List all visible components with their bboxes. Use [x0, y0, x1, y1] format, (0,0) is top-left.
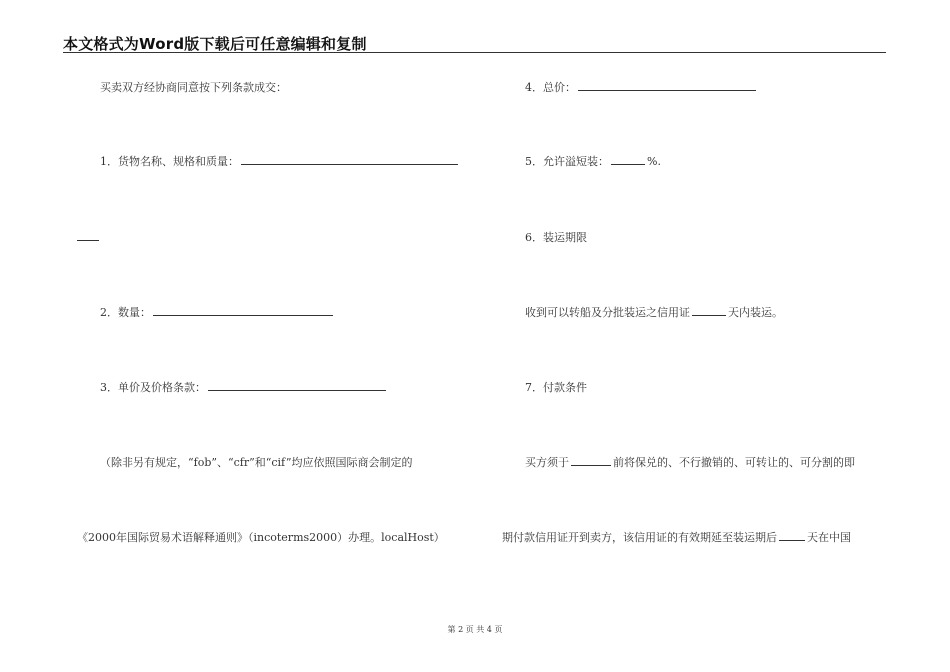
- header-divider: [63, 52, 886, 53]
- item-3: [100, 379, 388, 395]
- item-7: 7．付款条件: [525, 381, 587, 394]
- payment-line-1-start: 买方须于: [525, 456, 569, 469]
- item-5-label: 5．允许溢短装：: [525, 155, 609, 168]
- payment-line-1-end: 前将保兑的、不行撤销的、可转让的、可分割的即: [613, 456, 855, 469]
- payment-line-2-end: 天在中国: [807, 531, 851, 544]
- intro-text: 买卖双方经协商同意按下列条款成交：: [100, 81, 287, 94]
- item-5-blank: [611, 163, 645, 165]
- item-2: [100, 304, 335, 320]
- validity-days-blank: [779, 539, 805, 541]
- item-4-blank: [578, 89, 756, 91]
- payment-date-blank: [571, 464, 611, 466]
- shipment-clause: [525, 304, 783, 320]
- paren-note-line-1: （除非另有规定，“fob”、“cfr”和“cif”均应依照国际商会制定的: [100, 456, 413, 469]
- payment-line-2-start: 期付款信用证开到卖方，该信用证的有效期延至装运期后: [502, 531, 777, 544]
- shipment-days-blank: [692, 314, 726, 316]
- item-1-label: 1．货物名称、规格和质量：: [100, 155, 239, 168]
- item-1-blank: [241, 163, 458, 165]
- shipment-clause-end: 天内装运。: [728, 306, 783, 319]
- payment-line-1: [525, 454, 855, 470]
- item-5: [525, 153, 661, 169]
- item-1-continuation-blank: [77, 239, 99, 241]
- payment-line-2: [502, 529, 851, 545]
- page-header-title: 本文格式为Word版下载后可任意编辑和复制: [63, 35, 367, 53]
- item-5-percent: %.: [647, 155, 661, 168]
- item-3-blank: [208, 389, 386, 391]
- item-6: 6．装运期限: [525, 231, 587, 244]
- paren-note-line-2: 《2000年国际贸易术语解释通则》（incoterms2000）办理。localHost）: [77, 531, 445, 544]
- shipment-clause-start: 收到可以转船及分批装运之信用证: [525, 306, 690, 319]
- page-number-footer: 第 2 页 共 4 页: [447, 625, 503, 634]
- item-1: [100, 153, 460, 169]
- item-4: [525, 79, 758, 95]
- item-4-label: 4．总价：: [525, 81, 576, 94]
- item-1-continuation: [77, 231, 99, 244]
- item-2-blank: [153, 314, 333, 316]
- item-3-label: 3．单价及价格条款：: [100, 381, 206, 394]
- item-2-label: 2．数量：: [100, 306, 151, 319]
